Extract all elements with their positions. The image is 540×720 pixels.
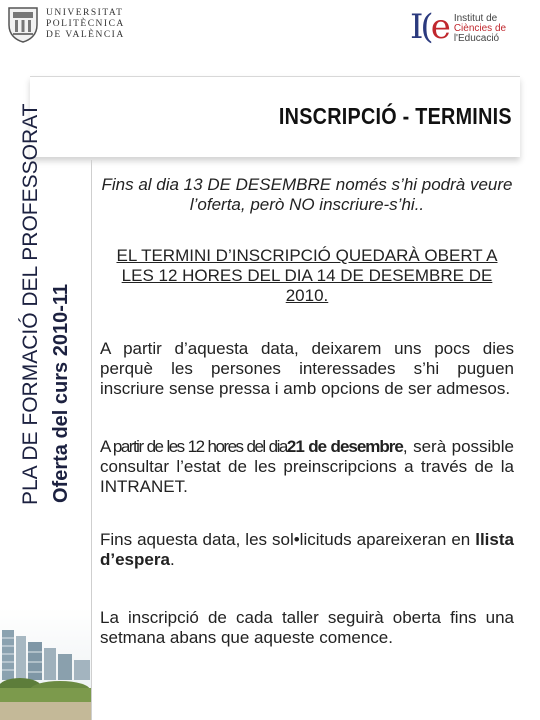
deadline-paragraph: EL TERMINI D’INSCRIPCIÓ QUEDARÀ OBERT A LES 12 HORES DEL DIA 14 DE DESEMBRE DE 2010.: [116, 246, 498, 305]
program-title: PLA DE FORMACIÓ DEL PROFESSORAT: [19, 103, 42, 505]
course-offer: Oferta del curs 2010-11: [50, 283, 72, 503]
ice-line1: Institut de: [453, 13, 498, 24]
ice-line3: l'Educació: [453, 33, 500, 44]
title-band: [30, 76, 520, 157]
results-prefix: A partir de les 12 hores del dia: [100, 437, 287, 456]
upv-seal-icon: [6, 5, 40, 43]
ice-wordmark: [454, 14, 506, 44]
content: [100, 175, 514, 648]
ice-mark: I(e: [410, 7, 448, 47]
upv-line1: UNIVERSITAT: [46, 7, 124, 18]
campus-photo: [0, 608, 92, 720]
results-suffix: , serà possible consultar l’estat de les preinscripcions a través de la INTRANET.: [100, 437, 514, 496]
ice-logo: [410, 7, 535, 47]
upv-wordmark: [46, 8, 125, 41]
divider: [91, 160, 92, 720]
waitlist-suffix: .: [169, 550, 175, 569]
waitlist-paragraph: [100, 530, 514, 570]
ice-line2: Ciències de: [453, 23, 507, 34]
results-paragraph: [100, 437, 514, 497]
upv-line3: DE VALÈNCIA: [46, 29, 125, 40]
workshop-paragraph: La inscripció de cada taller seguirà oberta fins una setmana abans que aqueste comence.: [100, 608, 514, 647]
upv-logo: [6, 3, 130, 45]
results-date: 21 de desembre: [286, 437, 403, 456]
waitlist-prefix: Fins aquesta data, les sol•licituds apareixeran en: [100, 530, 471, 549]
waitlist-label: llista d’espera: [100, 530, 514, 569]
after-deadline-paragraph: A partir d’aquesta data, deixarem uns pocs dies perquè les persones interessades s’hi puguen inscriure sense pressa i amb opcions de ser admesos.: [100, 339, 514, 398]
page-title: INSCRIPCIÓ - TERMINIS: [279, 103, 512, 129]
intro-paragraph: Fins al dia 13 DE DESEMBRE només s’hi podrà veure l’oferta, però NO inscriure-s’hi..: [101, 175, 513, 214]
upv-line2: POLITÈCNICA: [46, 18, 125, 29]
